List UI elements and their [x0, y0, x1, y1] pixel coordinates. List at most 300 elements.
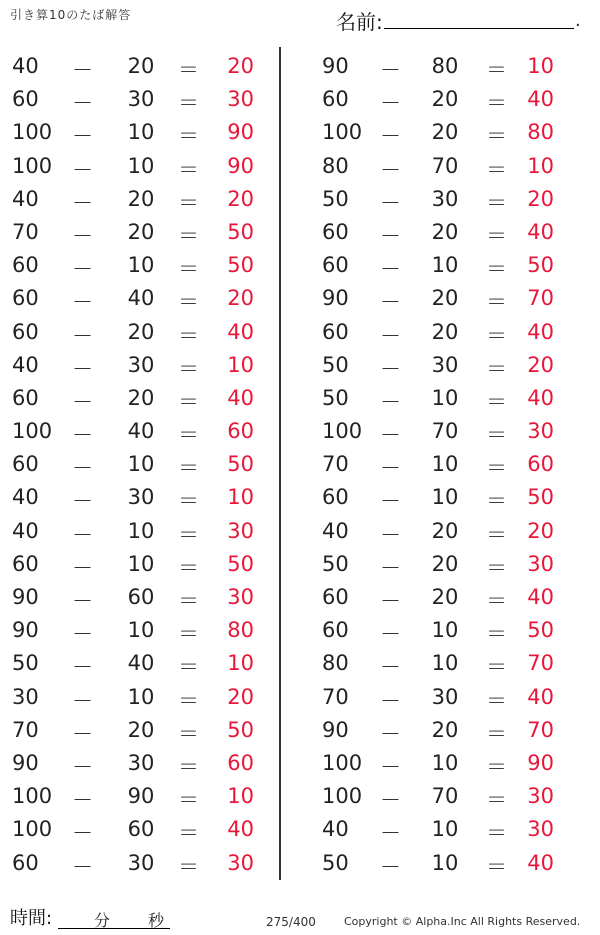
minus-sign: －: [72, 589, 93, 613]
subtrahend: 10: [431, 253, 459, 278]
minuend: 60: [322, 585, 349, 609]
minuend: 60: [12, 286, 39, 311]
minus-sign: －: [380, 190, 401, 215]
minus-sign: －: [380, 589, 401, 613]
subtrahend: 10: [127, 518, 155, 543]
minuend: 50: [322, 352, 349, 377]
problem-row: [0, 413, 280, 446]
subtrahend: 20: [431, 120, 459, 145]
minuend: 60: [12, 551, 39, 576]
subtrahend: 20: [431, 585, 459, 609]
problem-row: [308, 811, 588, 844]
time-label: 時間:: [10, 908, 53, 929]
answer: 60: [227, 419, 254, 444]
minuend: 40: [12, 186, 39, 211]
problem-row: [0, 181, 280, 214]
minus-sign: －: [72, 323, 93, 348]
answer: 50: [227, 219, 254, 244]
answer: 30: [527, 817, 554, 842]
minus-sign: －: [380, 58, 401, 82]
minuend: 80: [322, 651, 349, 676]
answer: 30: [527, 784, 554, 809]
answer: 30: [527, 419, 554, 444]
equals-sign: ＝: [178, 489, 199, 514]
subtrahend: 10: [431, 485, 459, 510]
equals-sign: ＝: [486, 555, 507, 580]
problem-row: [0, 612, 280, 645]
minuend: 100: [12, 153, 53, 178]
subtrahend: 10: [431, 817, 459, 842]
subtrahend: 10: [431, 850, 459, 875]
answer: 20: [527, 352, 554, 377]
minuend: 50: [322, 551, 349, 576]
minus-sign: －: [380, 522, 401, 547]
minus-sign: －: [380, 489, 401, 514]
equals-sign: ＝: [486, 721, 507, 746]
subtrahend: 20: [127, 186, 155, 211]
minuend: 70: [322, 684, 349, 709]
subtrahend: 60: [127, 585, 155, 609]
equals-sign: ＝: [486, 821, 507, 846]
equals-sign: ＝: [486, 489, 507, 514]
answer: 50: [527, 485, 554, 510]
problem-row: [308, 546, 588, 579]
subtrahend: 20: [127, 219, 155, 244]
answer: 80: [527, 120, 554, 145]
answer: 50: [527, 253, 554, 278]
subtrahend: 10: [431, 385, 459, 410]
problem-row: [0, 280, 280, 313]
problem-column-right: [308, 48, 588, 878]
equals-sign: ＝: [486, 223, 507, 248]
subtrahend: 20: [431, 286, 459, 311]
minus-sign: －: [380, 157, 401, 182]
minus-sign: －: [380, 91, 401, 116]
problem-row: [0, 48, 280, 81]
subtrahend: 30: [127, 352, 155, 377]
problem-row: [0, 446, 280, 479]
minus-sign: －: [380, 788, 401, 813]
answer: 20: [527, 186, 554, 211]
minus-sign: －: [72, 721, 93, 746]
answer: 40: [527, 319, 554, 344]
problem-row: [0, 513, 280, 546]
minus-sign: －: [72, 456, 93, 481]
answer: 80: [227, 618, 254, 643]
subtrahend: 30: [431, 352, 459, 377]
name-label: 名前:: [336, 10, 383, 34]
answer: 20: [227, 286, 254, 311]
answer: 90: [527, 750, 554, 775]
equals-sign: ＝: [486, 290, 507, 315]
equals-sign: ＝: [178, 190, 199, 215]
problem-row: [0, 214, 280, 247]
answer: 40: [527, 585, 554, 609]
subtrahend: 70: [431, 419, 459, 444]
equals-sign: ＝: [178, 423, 199, 448]
subtrahend: 20: [431, 551, 459, 576]
minuend: 90: [12, 585, 39, 609]
minus-sign: －: [380, 721, 401, 746]
equals-sign: ＝: [486, 91, 507, 116]
minuend: 100: [322, 120, 363, 145]
answer: 20: [227, 186, 254, 211]
equals-sign: ＝: [178, 58, 199, 82]
problem-row: [0, 81, 280, 114]
minus-sign: －: [72, 555, 93, 580]
problem-row: [0, 679, 280, 712]
answer: 30: [227, 87, 254, 112]
minuend: 70: [322, 452, 349, 477]
problem-row: [308, 280, 588, 313]
answer: 60: [227, 750, 254, 775]
minuend: 60: [322, 253, 349, 278]
subtrahend: 90: [127, 784, 155, 809]
minus-sign: －: [72, 821, 93, 846]
subtrahend: 10: [127, 551, 155, 576]
minus-sign: －: [380, 622, 401, 647]
subtrahend: 10: [431, 750, 459, 775]
minutes-label: 分: [94, 911, 111, 930]
equals-sign: ＝: [178, 589, 199, 613]
minuend: 100: [12, 817, 53, 842]
answer: 40: [527, 219, 554, 244]
answer: 40: [227, 385, 254, 410]
answer: 50: [227, 452, 254, 477]
problem-row: [308, 745, 588, 778]
minuend: 90: [322, 286, 349, 311]
equals-sign: ＝: [178, 389, 199, 414]
problem-row: [308, 48, 588, 81]
equals-sign: ＝: [486, 58, 507, 82]
problem-row: [0, 314, 280, 347]
minus-sign: －: [380, 821, 401, 846]
minus-sign: －: [72, 854, 93, 879]
minuend: 40: [322, 817, 349, 842]
equals-sign: ＝: [486, 356, 507, 381]
problem-row: [0, 579, 280, 612]
problem-row: [0, 546, 280, 579]
problem-row: [308, 579, 588, 612]
subtrahend: 20: [431, 219, 459, 244]
subtrahend: 40: [127, 419, 155, 444]
minus-sign: －: [72, 157, 93, 182]
equals-sign: ＝: [486, 589, 507, 613]
answer: 50: [227, 717, 254, 742]
problem-row: [0, 645, 280, 678]
minus-sign: －: [380, 754, 401, 779]
subtrahend: 10: [431, 452, 459, 477]
minuend: 60: [12, 850, 39, 875]
minus-sign: －: [72, 190, 93, 215]
minuend: 60: [322, 319, 349, 344]
minus-sign: －: [72, 622, 93, 647]
subtrahend: 40: [127, 651, 155, 676]
minuend: 40: [12, 352, 39, 377]
answer: 20: [227, 684, 254, 709]
minuend: 30: [12, 684, 39, 709]
minuend: 60: [12, 253, 39, 278]
equals-sign: ＝: [178, 124, 199, 149]
answer: 50: [527, 618, 554, 643]
minuend: 100: [322, 750, 363, 775]
problem-row: [308, 347, 588, 380]
equals-sign: ＝: [486, 655, 507, 680]
page-number: 275/400: [266, 915, 316, 929]
equals-sign: ＝: [178, 456, 199, 481]
answer: 70: [527, 651, 554, 676]
equals-sign: ＝: [178, 257, 199, 282]
problem-row: [0, 712, 280, 745]
equals-sign: ＝: [178, 91, 199, 116]
minus-sign: －: [380, 854, 401, 879]
answer: 70: [527, 286, 554, 311]
minus-sign: －: [72, 423, 93, 448]
problem-row: [0, 778, 280, 811]
equals-sign: ＝: [486, 257, 507, 282]
copyright: Copyright © Alpha.Inc All Rights Reserved.: [344, 915, 581, 928]
equals-sign: ＝: [486, 190, 507, 215]
minuend: 80: [322, 153, 349, 178]
answer: 10: [527, 54, 554, 78]
minus-sign: －: [380, 389, 401, 414]
minuend: 60: [322, 485, 349, 510]
equals-sign: ＝: [486, 124, 507, 149]
equals-sign: ＝: [486, 389, 507, 414]
subtrahend: 30: [127, 850, 155, 875]
problem-column-left: [0, 48, 280, 878]
problem-row: [308, 81, 588, 114]
minus-sign: －: [72, 788, 93, 813]
minus-sign: －: [72, 290, 93, 315]
seconds-label: 秒: [148, 911, 165, 930]
minuend: 40: [12, 485, 39, 510]
subtrahend: 30: [431, 186, 459, 211]
answer: 60: [527, 452, 554, 477]
problem-row: [308, 446, 588, 479]
subtrahend: 10: [127, 253, 155, 278]
minuend: 40: [12, 54, 39, 78]
minus-sign: －: [380, 124, 401, 149]
problem-row: [308, 214, 588, 247]
answer: 10: [227, 651, 254, 676]
minuend: 50: [322, 850, 349, 875]
answer: 10: [227, 784, 254, 809]
minuend: 100: [322, 419, 363, 444]
minuend: 60: [12, 385, 39, 410]
minuend: 70: [12, 219, 39, 244]
subtrahend: 20: [127, 385, 155, 410]
minuend: 50: [322, 186, 349, 211]
equals-sign: ＝: [178, 788, 199, 813]
answer: 40: [527, 684, 554, 709]
answer: 10: [527, 153, 554, 178]
equals-sign: ＝: [486, 788, 507, 813]
equals-sign: ＝: [486, 754, 507, 779]
equals-sign: ＝: [178, 655, 199, 680]
problem-row: [308, 778, 588, 811]
answer: 10: [227, 352, 254, 377]
problem-row: [308, 114, 588, 147]
minus-sign: －: [380, 555, 401, 580]
equals-sign: ＝: [178, 323, 199, 348]
subtrahend: 60: [127, 817, 155, 842]
name-field-line[interactable]: [384, 28, 574, 29]
equals-sign: ＝: [178, 356, 199, 381]
answer: 30: [227, 585, 254, 609]
equals-sign: ＝: [486, 157, 507, 182]
name-dot: .: [575, 10, 581, 31]
worksheet-title: 引き算10のたば解答: [10, 8, 132, 22]
equals-sign: ＝: [178, 721, 199, 746]
problem-row: [308, 181, 588, 214]
subtrahend: 40: [127, 286, 155, 311]
problem-row: [308, 413, 588, 446]
answer: 70: [527, 717, 554, 742]
answer: 90: [227, 120, 254, 145]
minuend: 50: [322, 385, 349, 410]
subtrahend: 20: [127, 319, 155, 344]
problem-row: [0, 380, 280, 413]
minuend: 60: [12, 87, 39, 112]
answer: 30: [527, 551, 554, 576]
answer: 20: [227, 54, 254, 78]
subtrahend: 30: [127, 750, 155, 775]
problem-row: [0, 479, 280, 512]
minus-sign: －: [72, 257, 93, 282]
equals-sign: ＝: [178, 290, 199, 315]
problem-row: [308, 314, 588, 347]
minuend: 60: [12, 452, 39, 477]
minus-sign: －: [72, 389, 93, 414]
minuend: 90: [322, 717, 349, 742]
minus-sign: －: [72, 58, 93, 82]
subtrahend: 70: [431, 784, 459, 809]
equals-sign: ＝: [178, 854, 199, 879]
problem-row: [308, 380, 588, 413]
equals-sign: ＝: [178, 223, 199, 248]
minuend: 90: [322, 54, 349, 78]
subtrahend: 30: [127, 485, 155, 510]
equals-sign: ＝: [178, 688, 199, 713]
minuend: 70: [12, 717, 39, 742]
subtrahend: 80: [431, 54, 459, 78]
subtrahend: 20: [127, 717, 155, 742]
problem-row: [0, 811, 280, 844]
answer: 20: [527, 518, 554, 543]
answer: 50: [227, 253, 254, 278]
subtrahend: 20: [431, 518, 459, 543]
subtrahend: 20: [431, 717, 459, 742]
minuend: 40: [322, 518, 349, 543]
minuend: 90: [12, 618, 39, 643]
equals-sign: ＝: [178, 522, 199, 547]
equals-sign: ＝: [178, 622, 199, 647]
minus-sign: －: [380, 423, 401, 448]
problem-row: [308, 612, 588, 645]
minuend: 90: [12, 750, 39, 775]
minuend: 50: [12, 651, 39, 676]
minus-sign: －: [72, 124, 93, 149]
subtrahend: 10: [431, 651, 459, 676]
problem-row: [308, 679, 588, 712]
answer: 40: [527, 385, 554, 410]
minus-sign: －: [380, 688, 401, 713]
equals-sign: ＝: [486, 456, 507, 481]
subtrahend: 10: [127, 452, 155, 477]
subtrahend: 10: [127, 684, 155, 709]
minus-sign: －: [72, 489, 93, 514]
subtrahend: 10: [431, 618, 459, 643]
minuend: 60: [12, 319, 39, 344]
minus-sign: －: [380, 290, 401, 315]
minuend: 100: [12, 120, 53, 145]
equals-sign: ＝: [486, 323, 507, 348]
answer: 10: [227, 485, 254, 510]
equals-sign: ＝: [178, 821, 199, 846]
answer: 40: [227, 319, 254, 344]
problem-row: [0, 347, 280, 380]
problem-row: [0, 745, 280, 778]
problem-row: [0, 845, 280, 878]
minus-sign: －: [72, 91, 93, 116]
answer: 30: [227, 518, 254, 543]
answer: 40: [227, 817, 254, 842]
minus-sign: －: [72, 655, 93, 680]
minus-sign: －: [380, 655, 401, 680]
problem-row: [308, 148, 588, 181]
answer: 90: [227, 153, 254, 178]
minus-sign: －: [380, 456, 401, 481]
answer: 50: [227, 551, 254, 576]
answer: 40: [527, 87, 554, 112]
subtrahend: 20: [431, 87, 459, 112]
minuend: 100: [12, 419, 53, 444]
minus-sign: －: [72, 522, 93, 547]
problem-row: [308, 645, 588, 678]
problem-row: [0, 148, 280, 181]
minus-sign: －: [72, 754, 93, 779]
subtrahend: 30: [127, 87, 155, 112]
minus-sign: －: [380, 356, 401, 381]
subtrahend: 10: [127, 618, 155, 643]
subtrahend: 10: [127, 153, 155, 178]
minus-sign: －: [380, 323, 401, 348]
minuend: 60: [322, 618, 349, 643]
equals-sign: ＝: [178, 157, 199, 182]
minus-sign: －: [72, 356, 93, 381]
minus-sign: －: [380, 257, 401, 282]
answer: 30: [227, 850, 254, 875]
problem-row: [308, 712, 588, 745]
minuend: 60: [322, 219, 349, 244]
subtrahend: 20: [127, 54, 155, 78]
subtrahend: 20: [431, 319, 459, 344]
problem-row: [0, 247, 280, 280]
minus-sign: －: [72, 688, 93, 713]
minuend: 60: [322, 87, 349, 112]
minuend: 100: [12, 784, 53, 809]
equals-sign: ＝: [486, 423, 507, 448]
problem-row: [0, 114, 280, 147]
problem-row: [308, 479, 588, 512]
problem-row: [308, 513, 588, 546]
equals-sign: ＝: [486, 522, 507, 547]
problem-row: [308, 247, 588, 280]
problem-row: [308, 845, 588, 878]
subtrahend: 30: [431, 684, 459, 709]
minuend: 100: [322, 784, 363, 809]
